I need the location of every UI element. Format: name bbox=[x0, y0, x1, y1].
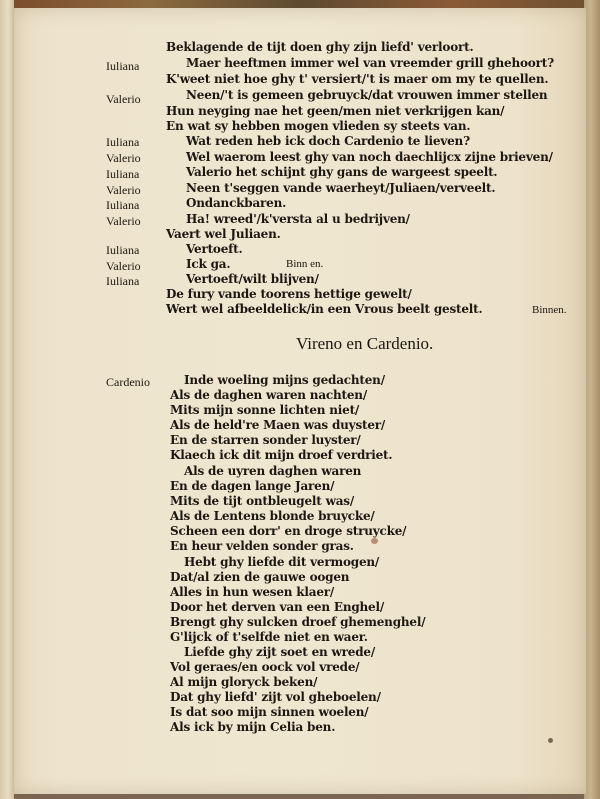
verse-line: De fury vande toorens hettige gewelt/ bbox=[166, 287, 412, 301]
speaker-name: Valerio bbox=[106, 92, 141, 106]
speaker-name: Valerio bbox=[106, 183, 141, 197]
verse-line: Scheen een dorr' en droge struycke/ bbox=[170, 524, 407, 538]
scene-heading: Vireno en Cardenio. bbox=[296, 334, 434, 353]
speaker-name: Iuliana bbox=[106, 167, 140, 181]
verse-line: Inde woeling mijns gedachten/ bbox=[184, 373, 385, 387]
verse-line: En heur velden sonder gras. bbox=[170, 539, 354, 553]
verse-line: Als de uyren daghen waren bbox=[184, 464, 362, 478]
verse-line: Dat ghy liefd' zijt vol gheboelen/ bbox=[170, 690, 381, 704]
verse-line: Klaech ick dit mijn droef verdriet. bbox=[170, 448, 393, 462]
verse-line: Dat/al zien de gauwe oogen bbox=[170, 570, 350, 584]
speaker-name: Iuliana bbox=[106, 243, 140, 257]
speaker-name: Valerio bbox=[106, 151, 141, 165]
verse-line: Neen/'t is gemeen gebruyck/dat vrouwen immer stellen bbox=[186, 88, 548, 102]
verse-line: Hebt ghy liefde dit vermogen/ bbox=[184, 555, 380, 569]
verse-line: Vol geraes/en oock vol vrede/ bbox=[170, 660, 360, 674]
verse-line: Als ick by mijn Celia ben. bbox=[170, 720, 336, 734]
speaker-name: Iuliana bbox=[106, 198, 140, 212]
speaker-name: Valerio bbox=[106, 214, 141, 228]
verse-line: Al mijn gloryck beken/ bbox=[170, 675, 318, 689]
verse-line: Alles in hun wesen klaer/ bbox=[170, 585, 335, 599]
speaker-name: Iuliana bbox=[106, 59, 140, 73]
verse-line: Door het derven van een Enghel/ bbox=[170, 600, 385, 614]
verse-line: En de starren sonder luyster/ bbox=[170, 433, 361, 447]
speaker-name: Iuliana bbox=[106, 274, 140, 288]
verse-line: Wert wel afbeeldelick/in een Vrous beelt gestelt. bbox=[166, 302, 483, 316]
verse-line: Ondanckbaren. bbox=[186, 196, 287, 210]
verse-line: Vertoeft. bbox=[186, 242, 243, 256]
verse-line: Valerio het schijnt ghy gans de wargeest speelt. bbox=[186, 165, 498, 179]
verse-line: Maer heeftmen immer wel van vreemder grill ghehoort? bbox=[186, 56, 554, 70]
verse-line: Als de Lentens blonde bruycke/ bbox=[170, 509, 375, 523]
verse-line: Als de held're Maen was duyster/ bbox=[170, 418, 386, 432]
verse-line: Liefde ghy zijt soet en wrede/ bbox=[184, 645, 376, 659]
verse-line: Ick ga. bbox=[186, 257, 231, 271]
page-edge-right bbox=[584, 0, 600, 799]
stage-direction: Binnen. bbox=[532, 304, 567, 316]
verse-line: G'lijck of t'selfde niet en waer. bbox=[170, 630, 368, 644]
ink-stain bbox=[371, 538, 378, 544]
speaker-name: Cardenio bbox=[106, 375, 150, 389]
page-edge-left bbox=[0, 0, 14, 799]
stage-direction: Binn en. bbox=[286, 258, 324, 270]
ink-stain bbox=[548, 738, 553, 743]
verse-line: Ha! wreed'/k'versta al u bedrijven/ bbox=[186, 212, 410, 226]
verse-line: Wat reden heb ick doch Cardenio te lieven? bbox=[186, 134, 470, 148]
verse-line: Mits de tijt ontbleugelt was/ bbox=[170, 494, 355, 508]
verse-line: En de dagen lange Jaren/ bbox=[170, 479, 335, 493]
speaker-name: Valerio bbox=[106, 259, 141, 273]
verse-line: Als de daghen waren nachten/ bbox=[170, 388, 368, 402]
verse-line: K'weet niet hoe ghy t' versiert/'t is maer om my te quellen. bbox=[166, 72, 549, 86]
verse-line: Neen t'seggen vande waerheyt/Juliaen/verveelt. bbox=[186, 181, 496, 195]
verse-line: Is dat soo mijn sinnen woelen/ bbox=[170, 705, 369, 719]
verse-line: Vaert wel Juliaen. bbox=[166, 227, 281, 241]
printed-page bbox=[14, 8, 586, 794]
verse-line: Brengt ghy sulcken droef ghemenghel/ bbox=[170, 615, 426, 629]
verse-line: Beklagende de tijt doen ghy zijn liefd' verloort. bbox=[166, 40, 474, 54]
verse-line: Hun neyging nae het geen/men niet verkrijgen kan/ bbox=[166, 104, 505, 118]
speaker-name: Iuliana bbox=[106, 135, 140, 149]
verse-line: Vertoeft/wilt blijven/ bbox=[186, 272, 319, 286]
verse-line: Mits mijn sonne lichten niet/ bbox=[170, 403, 360, 417]
verse-line: En wat sy hebben mogen vlieden sy steets van. bbox=[166, 119, 471, 133]
verse-line: Wel waerom leest ghy van noch daechlijcx zijne brieven/ bbox=[186, 150, 553, 164]
